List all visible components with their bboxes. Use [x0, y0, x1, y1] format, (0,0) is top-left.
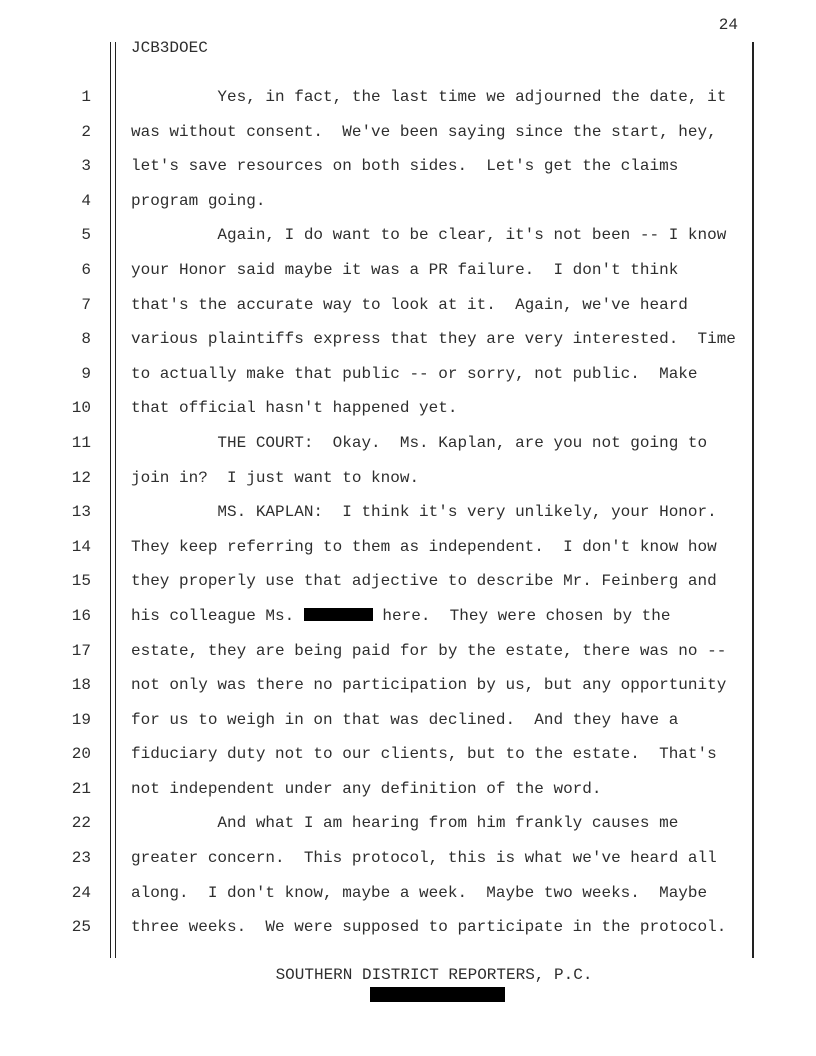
line-number: 24 [71, 883, 91, 902]
line-text: Again, I do want to be clear, it's not been -- I know [131, 226, 727, 245]
line-text: three weeks. We were supposed to participate in the protocol. [131, 918, 727, 937]
line-number-column [0, 80, 91, 945]
line-text: join in? I just want to know. [131, 468, 420, 487]
transcript-line [131, 461, 756, 496]
line-number: 15 [71, 572, 91, 591]
transcript-line [131, 288, 756, 323]
line-number: 18 [71, 676, 91, 695]
header-code: JCB3DOEC [131, 39, 208, 57]
transcript-text-column [131, 80, 756, 945]
line-number: 7 [81, 295, 91, 314]
line-number: 2 [81, 122, 91, 141]
transcript-line [131, 322, 756, 357]
line-number: 3 [81, 157, 91, 176]
transcript-line [131, 253, 756, 288]
line-number: 5 [81, 226, 91, 245]
line-text: let's save resources on both sides. Let's get the claims [131, 157, 679, 176]
line-number: 20 [71, 745, 91, 764]
line-number: 14 [71, 537, 91, 556]
line-number: 17 [71, 641, 91, 660]
line-text: along. I don't know, maybe a week. Maybe two weeks. Maybe [131, 883, 708, 902]
left-double-rule [110, 42, 116, 958]
transcript-line [131, 599, 756, 634]
transcript-line [131, 80, 756, 115]
line-number: 13 [71, 503, 91, 522]
transcript-line [131, 530, 756, 565]
line-text: that official hasn't happened yet. [131, 399, 458, 418]
transcript-line [131, 218, 756, 253]
line-number: 4 [81, 191, 91, 210]
line-text: his colleague Ms. [131, 606, 304, 625]
footer-redaction-bar [370, 987, 505, 1002]
line-text: not independent under any definition of the word. [131, 779, 602, 798]
line-text: was without consent. We've been saying since the start, hey, [131, 122, 717, 141]
transcript-line [131, 806, 756, 841]
line-text: And what I am hearing from him frankly causes me [131, 814, 679, 833]
line-number: 1 [81, 88, 91, 106]
transcript-line [131, 737, 756, 772]
transcript-line [131, 495, 756, 530]
transcript-line [131, 149, 756, 184]
transcript-line [131, 426, 756, 461]
transcript-line [131, 876, 756, 911]
line-text: they properly use that adjective to describe Mr. Feinberg and [131, 572, 717, 591]
line-number: 16 [71, 606, 91, 625]
line-text: to actually make that public -- or sorry, not public. Make [131, 364, 698, 383]
line-text: greater concern. This protocol, this is what we've heard all [131, 849, 717, 868]
line-number: 22 [71, 814, 91, 833]
line-text: They keep referring to them as independent. I don't know how [131, 537, 717, 556]
line-number: 11 [71, 433, 91, 452]
line-text: Yes, in fact, the last time we adjourned the date, it [131, 88, 727, 106]
line-number: 12 [71, 468, 91, 487]
line-number: 6 [81, 260, 91, 279]
transcript-line [131, 668, 756, 703]
transcript-line [131, 184, 756, 219]
page-number: 24 [718, 16, 738, 34]
inline-redaction-bar [304, 608, 373, 621]
line-text: fiduciary duty not to our clients, but to the estate. That's [131, 745, 717, 764]
transcript-line [131, 391, 756, 426]
line-number: 8 [81, 330, 91, 349]
line-number: 21 [71, 779, 91, 798]
line-text: MS. KAPLAN: I think it's very unlikely, your Honor. [131, 503, 717, 522]
line-text: for us to weigh in on that was declined. And they have a [131, 710, 679, 729]
line-number: 10 [71, 399, 91, 418]
transcript-line [131, 564, 756, 599]
transcript-line [131, 634, 756, 669]
line-text: that's the accurate way to look at it. Again, we've heard [131, 295, 688, 314]
transcript-line [131, 115, 756, 150]
line-text: here. They were chosen by the [372, 606, 671, 625]
transcript-line [131, 841, 756, 876]
line-number: 19 [71, 710, 91, 729]
line-number: 23 [71, 849, 91, 868]
line-text: not only was there no participation by us, but any opportunity [131, 676, 727, 695]
line-text: estate, they are being paid for by the estate, there was no -- [131, 641, 727, 660]
line-text: program going. [131, 191, 266, 210]
line-number: 25 [71, 918, 91, 937]
line-text: your Honor said maybe it was a PR failure. I don't think [131, 260, 679, 279]
line-number: 9 [81, 364, 91, 383]
line-text: various plaintiffs express that they are very interested. Time [131, 330, 736, 349]
transcript-line [131, 703, 756, 738]
line-text: THE COURT: Okay. Ms. Kaplan, are you not going to [131, 433, 708, 452]
transcript-line [131, 357, 756, 392]
footer-reporter-name: SOUTHERN DISTRICT REPORTERS, P.C. [275, 966, 593, 984]
transcript-line [131, 772, 756, 807]
transcript-line [131, 910, 756, 945]
